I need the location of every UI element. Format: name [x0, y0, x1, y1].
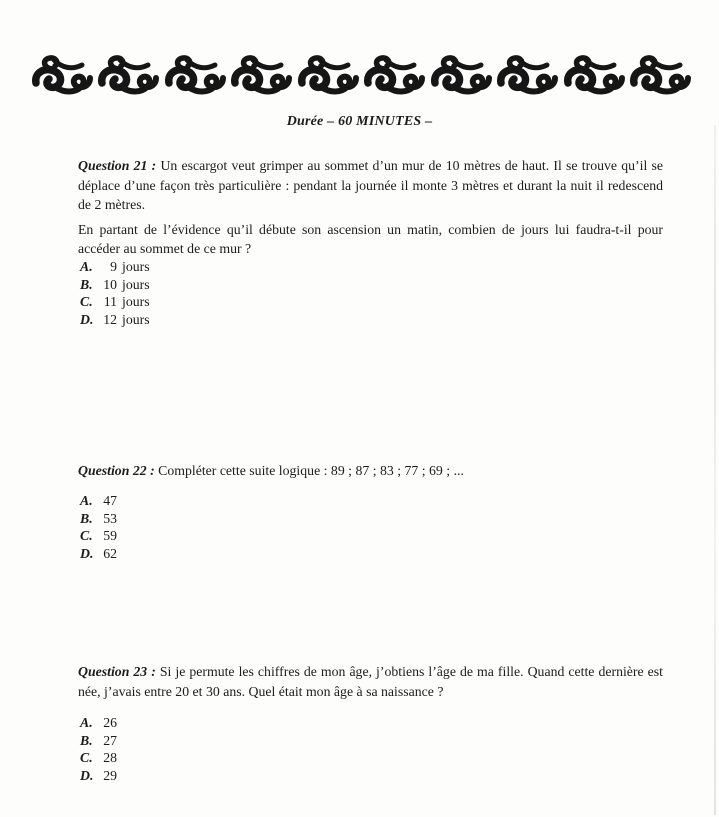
question-22-label: Question 22 : [78, 463, 155, 478]
flourish-ornament-icon [429, 53, 493, 101]
option-value: 27 [103, 732, 117, 748]
question-21-text [78, 156, 663, 215]
question-23-block [78, 662, 663, 701]
option-value: 59 [103, 528, 117, 544]
option-letter: D. [80, 767, 94, 783]
option-value: 26 [103, 715, 117, 730]
option-letter: A. [80, 715, 93, 730]
flourish-ornament-icon [296, 53, 360, 101]
question-21-block [78, 156, 663, 259]
option-value: 47 [103, 493, 117, 508]
flourish-ornament-icon [562, 53, 626, 101]
question-22-options [80, 492, 380, 562]
question-22-text [78, 461, 663, 481]
option-suffix: jours [122, 259, 150, 274]
option-row [80, 732, 380, 750]
option-letter: A. [80, 493, 93, 508]
option-row [80, 492, 380, 510]
option-letter: C. [80, 528, 93, 544]
option-value: 11 [103, 294, 117, 310]
scan-edge-artifact [714, 125, 716, 815]
option-letter: B. [80, 732, 93, 748]
question-23-options [80, 714, 380, 784]
question-21-options [80, 258, 380, 328]
flourish-ornament-icon [495, 53, 559, 101]
option-row [80, 293, 380, 311]
flourish-ornament-icon [30, 53, 94, 101]
question-23-label: Question 23 : [78, 664, 156, 679]
option-suffix: jours [122, 294, 150, 310]
question-23-body: Si je permute les chiffres de mon âge, j’obtiens l’âge de ma fille. Quand cette dernière est née, j’avais entre 20 et 30 ans. Quel était mon âge à sa naissance ? [78, 664, 663, 699]
flourish-ornament-icon [362, 53, 426, 101]
question-21-label: Question 21 : [78, 158, 157, 173]
option-value: 28 [103, 750, 117, 766]
option-letter: A. [80, 259, 93, 274]
flourish-ornament-icon [229, 53, 293, 101]
option-row [80, 714, 380, 732]
option-row [80, 767, 380, 785]
option-letter: D. [80, 311, 94, 327]
option-value: 12 [103, 311, 117, 327]
question-21-body2: En partant de l’évidence qu’il débute son ascension un matin, combien de jours lui faudra-t-il pour accéder au sommet de ce mur ? [78, 221, 663, 257]
option-value: 53 [103, 510, 117, 526]
option-value: 10 [103, 276, 117, 292]
option-letter: C. [80, 750, 93, 766]
option-value: 9 [110, 259, 117, 274]
flourish-ornament-icon [96, 53, 160, 101]
ornament-border [30, 48, 692, 106]
flourish-ornament-icon [163, 53, 227, 101]
option-letter: C. [80, 294, 93, 310]
question-23-text [78, 662, 663, 701]
option-letter: D. [80, 545, 94, 561]
option-row [80, 545, 380, 563]
option-suffix: jours [122, 276, 150, 292]
option-row [80, 749, 380, 767]
question-21-body: Un escargot veut grimper au sommet d’un mur de 10 mètres de haut. Il se trouve qu’il se déplace d’une façon très particulière : pendant la journée il monte 3 mètres et durant la nuit il redescend de 2 mètres. [78, 158, 664, 213]
option-value: 29 [103, 767, 117, 783]
option-row [80, 510, 380, 528]
option-row [80, 527, 380, 545]
flourish-ornament-icon [628, 53, 692, 101]
duration-header: Durée – 60 MINUTES – [286, 114, 433, 129]
option-row [80, 311, 380, 329]
option-row [80, 258, 380, 276]
question-22-body: Compléter cette suite logique : 89 ; 87 ; 83 ; 77 ; 69 ; ... [158, 463, 464, 478]
question-22-block [78, 461, 663, 481]
option-letter: B. [80, 276, 93, 292]
option-letter: B. [80, 510, 93, 526]
option-value: 62 [103, 545, 117, 561]
option-row [80, 276, 380, 294]
option-suffix: jours [122, 311, 150, 327]
